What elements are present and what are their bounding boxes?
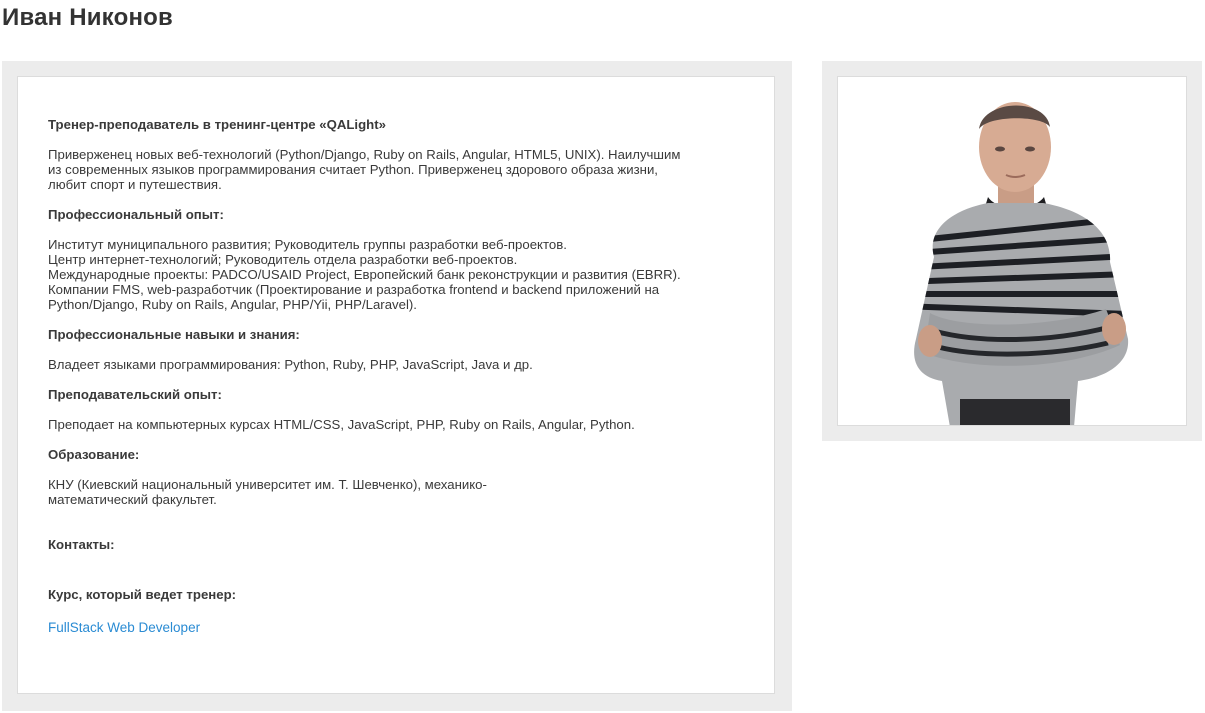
experience-line: Python/Django, Ruby on Rails, Angular, PHP/Yii, PHP/Laravel).	[48, 297, 417, 312]
experience-heading: Профессиональный опыт:	[48, 207, 224, 222]
experience-line: Компании FMS, web-разработчик (Проектирование и разработка frontend и backend приложений на	[48, 282, 660, 297]
bio-panel	[2, 61, 792, 711]
contacts-heading: Контакты:	[48, 537, 115, 552]
intro-line: Приверженец новых веб-технологий (Python/Django, Ruby on Rails, Angular, HTML5, UNIX). Наилучшим	[48, 147, 681, 162]
bio-card	[17, 76, 775, 694]
education-heading: Образование:	[48, 447, 140, 462]
page-title: Иван Никонов	[2, 4, 173, 31]
experience-line: Международные проекты: PADCO/USAID Project, Европейский банк реконструкции и развития (EBRR).	[48, 267, 681, 282]
photo-panel	[822, 61, 1202, 441]
experience-line: Центр интернет-технологий; Руководитель отдела разработки веб-проектов.	[48, 252, 518, 267]
skills-heading: Профессиональные навыки и знания:	[48, 327, 300, 342]
skills-text: Владеет языками программирования: Python, Ruby, PHP, JavaScript, Java и др.	[48, 357, 533, 372]
education-line: математический факультет.	[48, 492, 217, 507]
intro-line: из современных языков программирования считает Python. Приверженец здорового образа жизни,	[48, 162, 658, 177]
bio-content	[48, 117, 748, 635]
course-heading: Курс, который ведет тренер:	[48, 587, 237, 602]
trainer-portrait-icon	[838, 77, 1187, 426]
education-line: КНУ (Киевский национальный университет им. Т. Шевченко), механико-	[48, 477, 487, 492]
teaching-heading: Преподавательский опыт:	[48, 387, 222, 402]
intro-line: любит спорт и путешествия.	[48, 177, 222, 192]
trainer-photo	[837, 76, 1187, 426]
experience-line: Институт муниципального развития; Руководитель группы разработки веб-проектов.	[48, 237, 567, 252]
position-title: Тренер-преподаватель в тренинг-центре «QALight»	[48, 117, 386, 132]
course-link[interactable]: FullStack Web Developer	[48, 620, 201, 635]
teaching-text: Преподает на компьютерных курсах HTML/CSS, JavaScript, PHP, Ruby on Rails, Angular, Python.	[48, 417, 635, 432]
